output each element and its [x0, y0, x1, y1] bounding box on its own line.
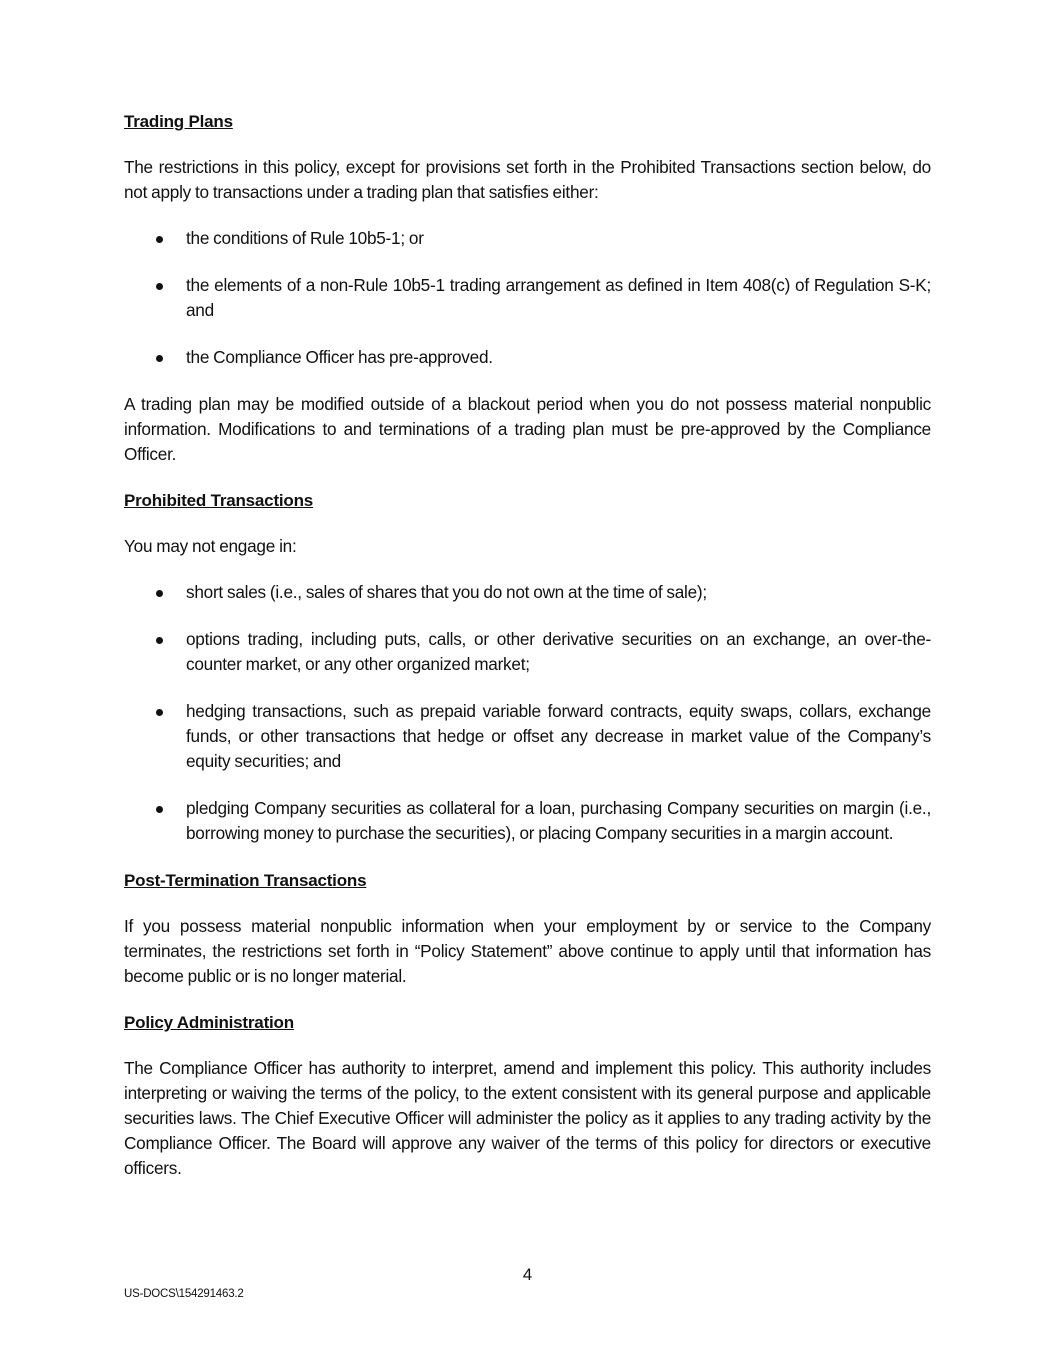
paragraph: You may not engage in:	[124, 536, 297, 556]
bullet-icon	[156, 236, 163, 243]
list-item	[124, 580, 931, 605]
paragraph: The restrictions in this policy, except for provisions set forth in the Prohibited Transactions section below, do not apply to transactions under a trading plan that satisfies either:	[124, 157, 931, 202]
list-item-text: the elements of a non-Rule 10b5-1 trading arrangement as defined in Item 408(c) of Regulation S-K; and	[186, 275, 931, 320]
list-item-text: the Compliance Officer has pre-approved.	[186, 347, 493, 367]
list-item	[124, 345, 931, 370]
section-policy-administration	[124, 1010, 931, 1181]
section-trading-plans	[124, 109, 931, 467]
bullet-icon	[156, 709, 163, 716]
list-item-text: pledging Company securities as collateral for a loan, purchasing Company securities on margin (i.e., borrowing money to purchase the securities), or placing Company securities in a margin account.	[186, 798, 931, 843]
document-page	[124, 109, 931, 1202]
list-item	[124, 627, 931, 677]
list-item-text: the conditions of Rule 10b5-1; or	[186, 228, 424, 248]
section-heading: Trading Plans	[124, 112, 233, 131]
list-item-text: options trading, including puts, calls, or other derivative securities on an exchange, an over-the-counter market, or any other organized market;	[186, 629, 931, 674]
paragraph: A trading plan may be modified outside of a blackout period when you do not possess material nonpublic information. Modifications to and terminations of a trading plan must be pre-approved by the Compliance Officer.	[124, 394, 931, 464]
section-heading: Prohibited Transactions	[124, 491, 314, 510]
bullet-icon	[156, 283, 163, 290]
section-heading: Policy Administration	[124, 1013, 294, 1032]
page-number: 4	[522, 1265, 533, 1284]
list-item	[124, 226, 931, 251]
list-item-text: short sales (i.e., sales of shares that you do not own at the time of sale);	[186, 582, 707, 602]
section-prohibited-transactions	[124, 488, 931, 846]
document-id: US-DOCS\154291463.2	[124, 1288, 244, 1300]
list-item	[124, 796, 931, 846]
section-post-termination-transactions	[124, 868, 931, 989]
bullet-icon	[156, 806, 163, 813]
bullet-list	[124, 226, 931, 370]
bullet-icon	[156, 590, 163, 597]
list-item	[124, 273, 931, 323]
bullet-icon	[156, 355, 163, 362]
paragraph: The Compliance Officer has authority to interpret, amend and implement this policy. This authority includes interpreting or waiving the terms of the policy, to the extent consistent with its general purpose and applicable securities laws. The Chief Executive Officer will administer the policy as it applies to any trading activity by the Compliance Officer. The Board will approve any waiver of the terms of this policy for directors or executive officers.	[124, 1058, 931, 1178]
bullet-icon	[156, 637, 163, 644]
paragraph: If you possess material nonpublic information when your employment by or service to the Company terminates, the restrictions set forth in “Policy Statement” above continue to apply until that information has become public or is no longer material.	[124, 916, 931, 986]
list-item-text: hedging transactions, such as prepaid variable forward contracts, equity swaps, collars, exchange funds, or other transactions that hedge or offset any decrease in market value of the Company’s equity securities; and	[186, 701, 931, 771]
list-item	[124, 699, 931, 774]
section-heading: Post-Termination Transactions	[124, 871, 367, 890]
bullet-list	[124, 580, 931, 846]
